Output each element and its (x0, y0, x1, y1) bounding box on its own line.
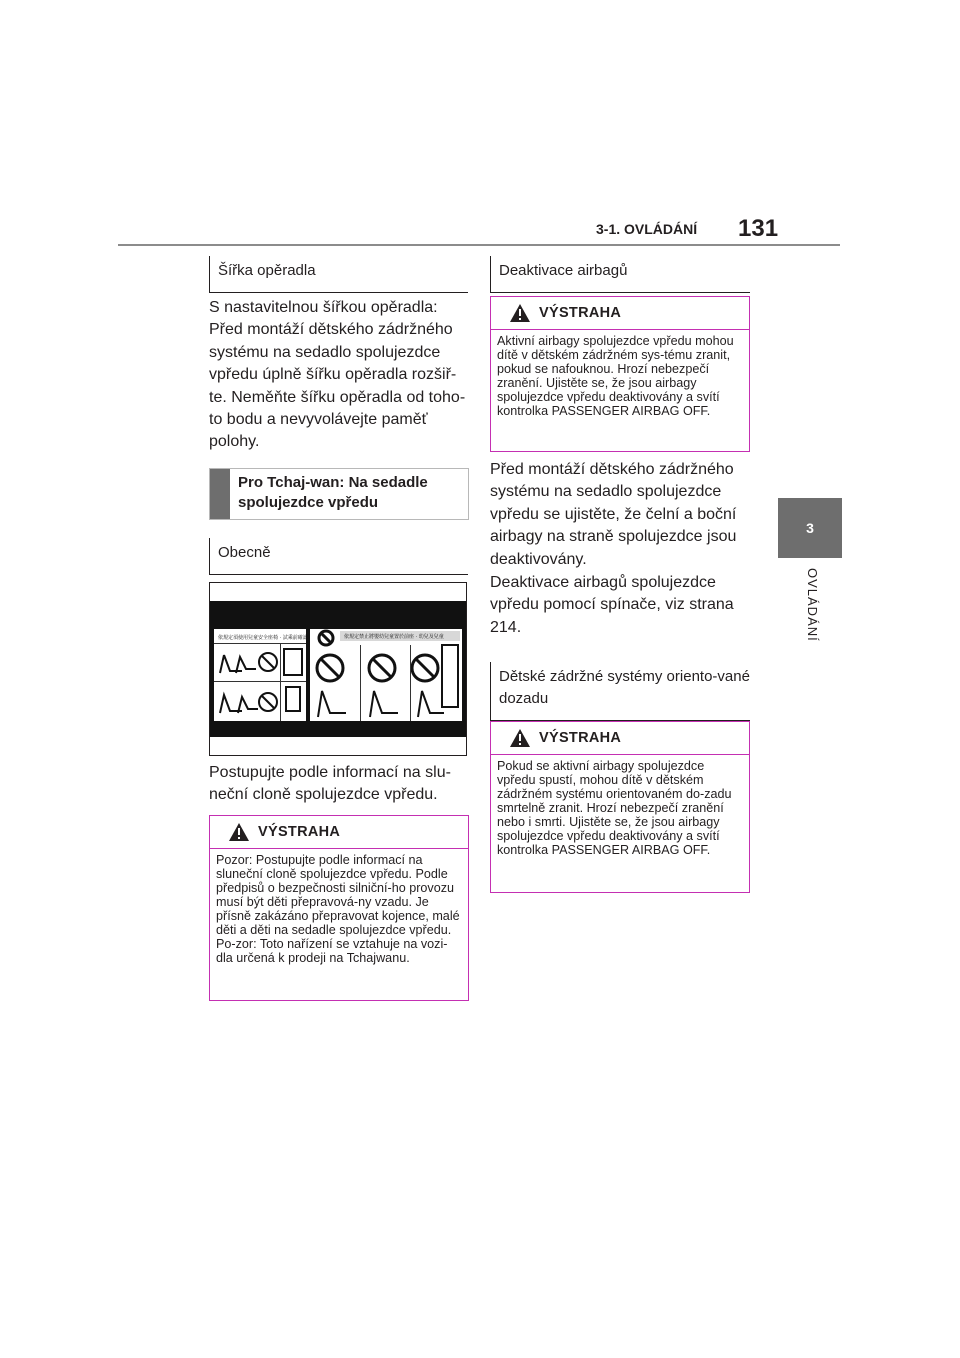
chapter-label: OVLÁDÁNÍ (805, 568, 820, 642)
paragraph-deactivate-switch: Deaktivace airbagů spolujezdce vpředu pomocí spínače, viz strana 214. (490, 574, 734, 636)
warning-box-airbag-2 (490, 721, 750, 893)
warning-triangle-icon (228, 822, 250, 842)
warning-box-airbag-1 (490, 296, 750, 452)
section-bar (210, 469, 230, 519)
paragraph-before-installation: Před montáží dětského zádržného systému na sedadlo spolujezdce vpředu se ujistěte, že čelní a boční airbagy na straně spolujezdce jsou deaktivovány. (490, 461, 737, 568)
warning-header (491, 297, 749, 330)
warning-header (491, 722, 749, 755)
page-number: 131 (738, 215, 779, 242)
warning-title: VÝSTRAHA (258, 824, 341, 840)
heading-backrest-width-text: Šířka opěradla (218, 262, 316, 279)
sun-visor-label-image (209, 582, 467, 756)
sun-visor-label-illustration (210, 583, 466, 755)
heading-deactivate-airbags (490, 256, 750, 293)
warning-title: VÝSTRAHA (539, 305, 622, 321)
warning-title: VÝSTRAHA (539, 730, 622, 746)
paragraph-follow-visor: Postupujte podle informací na slu-neční cloně spolujezdce vpředu. (209, 764, 451, 804)
warning-text: Pozor: Postupujte podle informací na sluneční cloně spolujezdce vpředu. Podle předpisů o bezpečnosti silniční-ho provozu musí být děti přepravová-ny vzadu. Je přísně zakázáno přepravovat kojence, malé děti a děti na sedadle spolujezdce vpředu. Po-zor: Toto nařízení se vztahuje na vozi-dla určená k prodeji na Tchajwanu. (216, 853, 460, 965)
heading-general-text: Obecně (218, 544, 271, 561)
paragraph-backrest-width: S nastavitelnou šířkou opěradla: Před montáží dětského zádržného systému na sedadlo spolujezdce vpředu úplně šířku opěradla rozšiř-te. Neměňte šířku opěradla od toho-to bodu a nevyvolávejte paměť polohy. (209, 299, 466, 451)
label-text-left: 依規定須使用兒童安全座椅 · 試乘前確認 (218, 635, 308, 641)
heading-rear-facing-text: Dětské zádržné systémy oriento-vané dozadu (499, 668, 750, 707)
warning-text: Aktivní airbagy spolujezdce vpředu mohou dítě v dětském zádržném sys-tému zranit, pokud se nafouknou. Hrozí nebezpečí zranění. Ujistěte se, že jsou airbagy spolujezdce vpředu deaktivovány a svítí kontrolka PASSENGER AIRBAG OFF. (497, 334, 734, 418)
warning-triangle-icon (509, 303, 531, 323)
section-title: 3-1. OVLÁDÁNÍ (596, 221, 698, 237)
heading-deactivate-airbags-text: Deaktivace airbagů (499, 262, 628, 279)
heading-rear-facing (490, 662, 750, 721)
chapter-number: 3 (806, 520, 814, 536)
warning-box-taiwan (209, 815, 469, 1001)
label-text-right: 依規定禁止將嬰幼兒童置於前座 · 幼兒及兒童 (344, 634, 444, 640)
heading-general (209, 538, 468, 575)
warning-header (210, 816, 468, 849)
header-rule (118, 244, 840, 246)
heading-backrest-width (209, 256, 468, 293)
section-taiwan-title: Pro Tchaj-wan: Na sedadle spolujezdce vpředu (238, 474, 428, 511)
warning-triangle-icon (509, 728, 531, 748)
warning-text: Pokud se aktivní airbagy spolujezdce vpředu spustí, mohou dítě v dětském zádržném systému orientovaném do-zadu smrtelně zranit. Hrozí nebezpečí zranění nebo i smrti. Ujistěte se, že jsou airbagy spolujezdce vpředu deaktivovány a svítí kontrolka PASSENGER AIRBAG OFF. (497, 759, 732, 857)
section-taiwan-box (209, 468, 469, 520)
